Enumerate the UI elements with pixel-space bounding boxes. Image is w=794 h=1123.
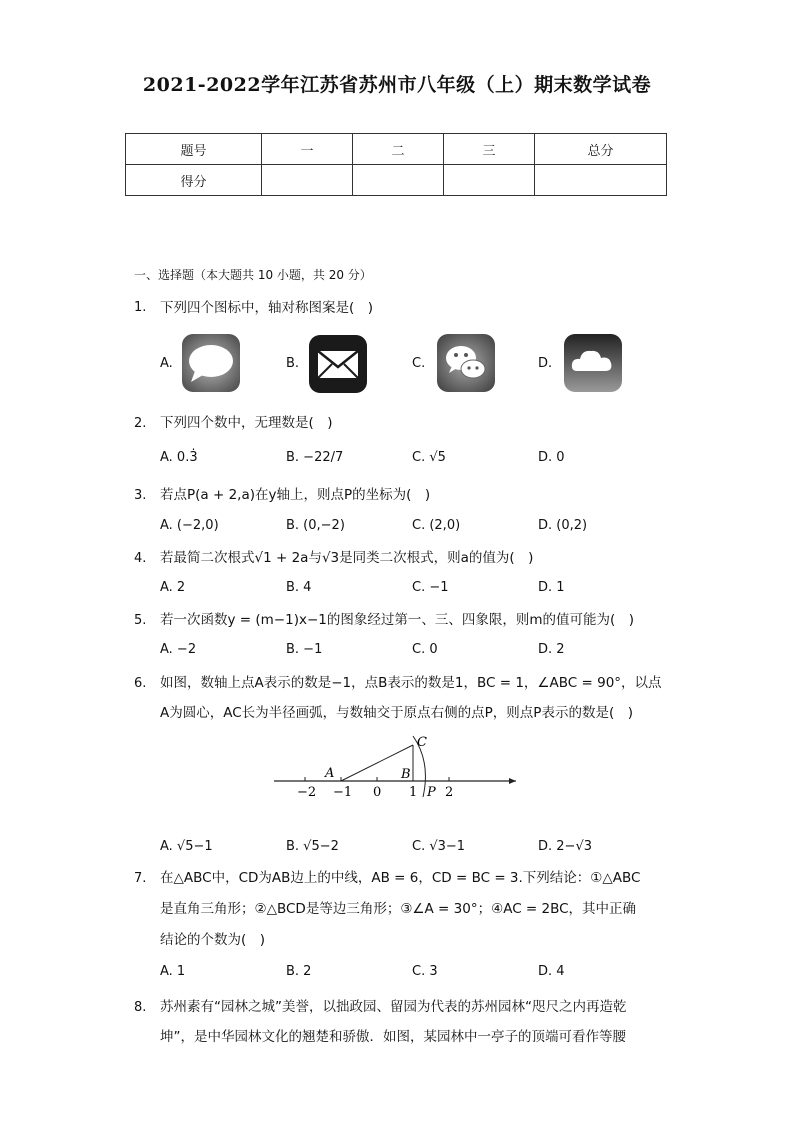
option-d: D.	[538, 356, 553, 371]
question-number: 4.	[134, 551, 147, 566]
tick-label: −2	[297, 785, 317, 800]
question-text-line2: A为圆心，AC长为半径画弧，与数轴交于原点右侧的点P，则点P表示的数是( )	[160, 705, 633, 721]
score-cell[interactable]	[353, 165, 444, 196]
option-b: B.	[286, 356, 300, 371]
option-a: A. 0.3̇	[160, 450, 198, 465]
question-number: 5.	[134, 613, 147, 628]
option-c: C. √3−1	[412, 839, 466, 854]
question-number: 6.	[134, 676, 147, 691]
question-text-line2: 是直角三角形；②△BCD是等边三角形；③∠A = 30°；④AC = 2BC，其中正确	[160, 901, 637, 917]
option-b: B. 2	[286, 964, 312, 979]
option-b: B. −22/7	[286, 450, 344, 465]
option-c: C. −1	[412, 580, 449, 595]
question-number: 1.	[134, 300, 147, 315]
score-table-score-row	[126, 165, 667, 196]
question-text-line1: 苏州素有“园林之城”美誉，以拙政园、留园为代表的苏州园林“咫尺之内再造乾	[160, 999, 627, 1015]
question-text-line1: 如图，数轴上点A表示的数是−1，点B表示的数是1，BC = 1，∠ABC = 90°，以点	[160, 675, 662, 691]
question-number: 2.	[134, 416, 147, 431]
option-c: C. √5	[412, 450, 446, 465]
question-text: 下列四个数中，无理数是( )	[160, 415, 333, 431]
label-a: A	[325, 766, 335, 781]
tick-label: −1	[333, 785, 353, 800]
option-d: D. (0,2)	[538, 518, 588, 533]
question-text-line1: 在△ABC中，CD为AB边上的中线，AB = 6，CD = BC = 3.下列结论：①△ABC	[160, 870, 641, 886]
question-number: 3.	[134, 488, 147, 503]
section-heading: 一、选择题（本大题共 10 小题，共 20 分）	[134, 268, 372, 282]
label-c: C	[417, 735, 427, 750]
tick-label: 2	[445, 785, 454, 800]
score-table	[125, 133, 667, 196]
option-b: B. √5−2	[286, 839, 339, 854]
question-text: 若一次函数y = (m−1)x−1的图象经过第一、三、四象限，则m的值可能为( )	[160, 612, 635, 628]
question-text: 下列四个图标中，轴对称图案是( )	[160, 300, 374, 316]
option-d: D. 0	[538, 450, 565, 465]
question-text-line2: 坤”，是中华园林文化的翘楚和骄傲．如图，某园林中一亭子的顶端可看作等腰	[160, 1029, 626, 1045]
option-d: D. 2	[538, 642, 565, 657]
option-d: D. 1	[538, 580, 565, 595]
tick-label: 1	[409, 785, 418, 800]
option-d: D. 4	[538, 964, 565, 979]
option-a: A. 1	[160, 964, 186, 979]
option-c: C.	[412, 356, 426, 371]
score-cell[interactable]	[444, 165, 535, 196]
score-table-header-row	[126, 134, 667, 165]
option-c: C. 0	[412, 642, 438, 657]
message-bubble-icon	[181, 333, 241, 393]
header-cell: 一	[262, 134, 353, 165]
label-b: B	[401, 767, 411, 782]
option-a: A. −2	[160, 642, 197, 657]
number-line-figure	[270, 728, 526, 800]
option-a: A. (−2,0)	[160, 518, 219, 533]
page-title: 2021-2022学年江苏省苏州市八年级（上）期末数学试卷	[142, 74, 652, 96]
option-a: A.	[160, 356, 173, 371]
score-cell[interactable]	[262, 165, 353, 196]
header-cell: 二	[353, 134, 444, 165]
wechat-icon	[436, 333, 496, 393]
option-c: C. (2,0)	[412, 518, 461, 533]
header-cell: 三	[444, 134, 535, 165]
header-cell: 题号	[126, 134, 262, 165]
header-cell: 总分	[535, 134, 667, 165]
option-a: A. 2	[160, 580, 186, 595]
question-text-line3: 结论的个数为( )	[160, 932, 266, 948]
question-number: 7.	[134, 871, 147, 886]
option-b: B. 4	[286, 580, 312, 595]
option-b: B. −1	[286, 642, 323, 657]
envelope-icon	[308, 334, 368, 394]
question-text: 若点P(a + 2,a)在y轴上，则点P的坐标为( )	[160, 487, 431, 503]
option-c: C. 3	[412, 964, 438, 979]
option-a: A. √5−1	[160, 839, 213, 854]
row-label: 得分	[126, 165, 262, 196]
question-number: 8.	[134, 1000, 147, 1015]
option-b: B. (0,−2)	[286, 518, 345, 533]
tick-label: 0	[373, 785, 382, 800]
cloud-icon	[563, 333, 623, 393]
score-cell[interactable]	[535, 165, 667, 196]
label-p: P	[427, 785, 436, 800]
question-text: 若最简二次根式√1 + 2a与√3是同类二次根式，则a的值为( )	[160, 550, 534, 566]
option-d: D. 2−√3	[538, 839, 592, 854]
